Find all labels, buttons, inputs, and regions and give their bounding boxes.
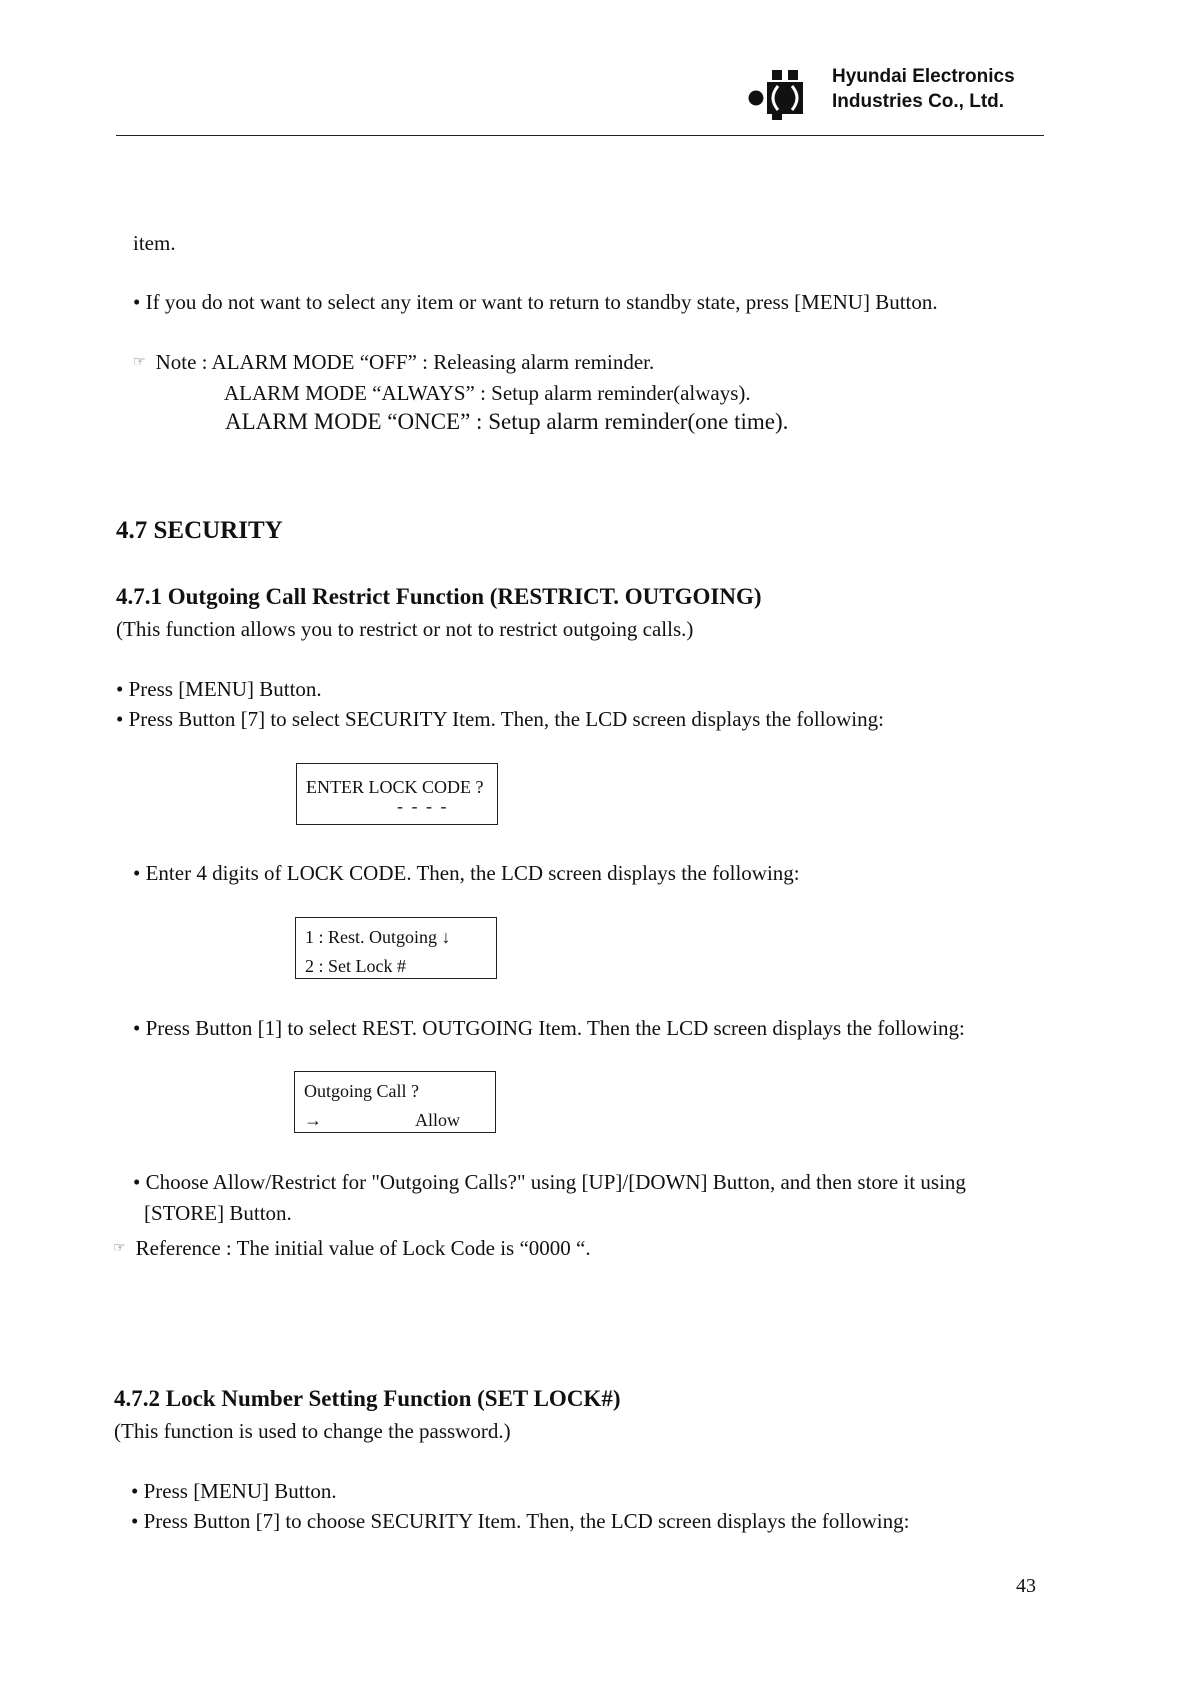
note-line1 (133, 349, 654, 376)
pointing-hand-icon: ☞ (113, 1241, 126, 1256)
subsection1-step3: • Enter 4 digits of LOCK CODE. Then, the LCD screen displays the following: (133, 861, 800, 885)
continued-text: item. (133, 231, 176, 255)
lcd1-line2: - - - - (397, 796, 449, 816)
subsection1-step5-line2: [STORE] Button. (144, 1201, 292, 1225)
lcd3-line1: Outgoing Call ? (304, 1081, 419, 1101)
subsection1-step5-line1: • Choose Allow/Restrict for "Outgoing Calls?" using [UP]/[DOWN] Button, and then store it using (133, 1170, 966, 1194)
note-line3: ALARM MODE “ONCE” : Setup alarm reminder(one time). (225, 409, 789, 434)
pointing-hand-icon: ☞ (133, 355, 146, 370)
bullet-menu-return: • If you do not want to select any item or want to return to standby state, press [MENU] Button. (133, 290, 938, 314)
section-title: 4.7 SECURITY (116, 517, 283, 544)
lcd-outgoing-call (294, 1071, 496, 1133)
subsection1-step2: • Press Button [7] to select SECURITY Item. Then, the LCD screen displays the following: (116, 707, 884, 731)
subsection1-step1: • Press [MENU] Button. (116, 677, 322, 701)
page-number: 43 (1016, 1575, 1036, 1597)
company-name-line1: Hyundai Electronics (832, 66, 1015, 87)
company-name-line2: Industries Co., Ltd. (832, 91, 1005, 112)
lcd2-line2: 2 : Set Lock # (305, 956, 406, 976)
lcd1-line1: ENTER LOCK CODE ? (306, 777, 484, 797)
subsection2-step1: • Press [MENU] Button. (131, 1479, 337, 1503)
lcd2-line1: 1 : Rest. Outgoing ↓ (305, 927, 451, 947)
subsection1-step4: • Press Button [1] to select REST. OUTGOING Item. Then the LCD screen displays the following: (133, 1016, 965, 1040)
company-name (832, 64, 1015, 114)
note-line1-text: Note : ALARM MODE “OFF” : Releasing alarm reminder. (155, 350, 655, 374)
lcd-enter-lock-code (296, 763, 498, 825)
subsection2-title: 4.7.2 Lock Number Setting Function (SET LOCK#) (114, 1386, 621, 1411)
hyundai-logo-icon (748, 66, 816, 122)
reference-text: Reference : The initial value of Lock Code is “0000 “. (135, 1236, 591, 1260)
header-divider (116, 135, 1044, 136)
subsection2-step2: • Press Button [7] to choose SECURITY Item. Then, the LCD screen displays the following: (131, 1509, 910, 1533)
lcd-security-menu (295, 917, 497, 979)
lcd3-value: Allow (415, 1110, 460, 1130)
subsection1-desc: (This function allows you to restrict or not to restrict outgoing calls.) (116, 617, 694, 641)
note-line2: ALARM MODE “ALWAYS” : Setup alarm reminder(always). (224, 381, 751, 405)
reference-note (113, 1235, 591, 1262)
subsection1-title: 4.7.1 Outgoing Call Restrict Function (RESTRICT. OUTGOING) (116, 584, 762, 609)
lcd3-arrow: → (304, 1110, 322, 1130)
subsection2-desc: (This function is used to change the password.) (114, 1419, 511, 1443)
